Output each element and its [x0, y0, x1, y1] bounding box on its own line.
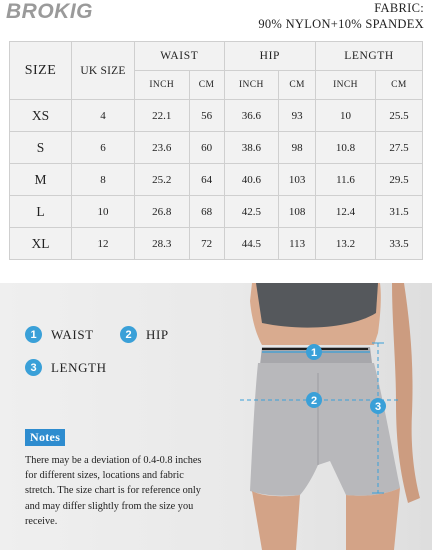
cell-waist-inch: 26.8 — [135, 196, 190, 228]
cell-size: M — [10, 164, 72, 196]
legend-hip — [120, 326, 169, 343]
hip-marker-number: 2 — [310, 395, 318, 407]
cell-waist-inch: 23.6 — [135, 132, 190, 164]
legend-length-label: LENGTH — [51, 359, 107, 375]
cell-hip-inch: 38.6 — [224, 132, 279, 164]
header-hip-inch: INCH — [224, 71, 279, 100]
fabric-info — [258, 0, 424, 32]
cell-length-inch: 10 — [316, 100, 376, 132]
cell-waist-inch: 25.2 — [135, 164, 190, 196]
cell-hip-inch: 36.6 — [224, 100, 279, 132]
cell-hip-inch: 40.6 — [224, 164, 279, 196]
length-marker-number: 3 — [374, 401, 382, 413]
header-length: LENGTH — [316, 42, 423, 71]
header-waist: WAIST — [135, 42, 225, 71]
header-hip-cm: CM — [279, 71, 316, 100]
legend-waist-label: WAIST — [51, 326, 94, 342]
table-row — [10, 228, 423, 260]
cell-length-inch: 11.6 — [316, 164, 376, 196]
legend-hip-label: HIP — [146, 326, 169, 342]
cell-hip-inch: 44.5 — [224, 228, 279, 260]
table-row — [10, 100, 423, 132]
cell-waist-inch: 22.1 — [135, 100, 190, 132]
cell-length-cm: 25.5 — [375, 100, 422, 132]
table-header-row — [10, 42, 423, 71]
cell-hip-cm: 113 — [279, 228, 316, 260]
cell-size: S — [10, 132, 72, 164]
legend-length — [25, 359, 107, 376]
number-2-icon: 2 — [120, 326, 137, 343]
header-waist-inch: INCH — [135, 71, 190, 100]
cell-length-cm: 29.5 — [375, 164, 422, 196]
cell-waist-cm: 68 — [189, 196, 224, 228]
header-uk-size: UK SIZE — [72, 42, 135, 100]
header-length-cm: CM — [375, 71, 422, 100]
table-row — [10, 132, 423, 164]
cell-hip-cm: 98 — [279, 132, 316, 164]
header-size: SIZE — [10, 42, 72, 100]
fabric-composition: 90% NYLON+10% SPANDEX — [258, 17, 424, 31]
cell-uk: 10 — [72, 196, 135, 228]
cell-length-cm: 27.5 — [375, 132, 422, 164]
cell-length-inch: 10.8 — [316, 132, 376, 164]
cell-hip-inch: 42.5 — [224, 196, 279, 228]
cell-hip-cm: 103 — [279, 164, 316, 196]
table-row — [10, 164, 423, 196]
notes-text: There may be a deviation of 0.4-0.8 inches for different sizes, locations and fabric stretch. The size chart is for reference only and may differ slightly from the size you receive. — [25, 455, 202, 527]
right-leg-shape — [346, 488, 400, 550]
notes-title: Notes — [25, 429, 65, 446]
brand-logo: BROKIG — [6, 0, 93, 23]
header-waist-cm: CM — [189, 71, 224, 100]
cell-length-inch: 13.2 — [316, 228, 376, 260]
header-hip: HIP — [224, 42, 316, 71]
size-chart-table — [9, 41, 423, 260]
cell-uk: 12 — [72, 228, 135, 260]
left-leg-shape — [252, 491, 300, 550]
fabric-label: FABRIC: — [374, 1, 424, 15]
cell-size: XS — [10, 100, 72, 132]
cell-waist-cm: 60 — [189, 132, 224, 164]
cell-waist-cm: 72 — [189, 228, 224, 260]
legend-waist — [25, 326, 94, 343]
number-1-icon: 1 — [25, 326, 42, 343]
cell-hip-cm: 93 — [279, 100, 316, 132]
cell-uk: 6 — [72, 132, 135, 164]
cell-length-inch: 12.4 — [316, 196, 376, 228]
cell-waist-cm: 64 — [189, 164, 224, 196]
cell-hip-cm: 108 — [279, 196, 316, 228]
header-length-inch: INCH — [316, 71, 376, 100]
cell-size: XL — [10, 228, 72, 260]
table-row — [10, 196, 423, 228]
cell-size: L — [10, 196, 72, 228]
cell-uk: 4 — [72, 100, 135, 132]
cell-waist-cm: 56 — [189, 100, 224, 132]
cell-waist-inch: 28.3 — [135, 228, 190, 260]
cell-uk: 8 — [72, 164, 135, 196]
number-3-icon: 3 — [25, 359, 42, 376]
cell-length-cm: 33.5 — [375, 228, 422, 260]
waist-marker-number: 1 — [310, 347, 318, 359]
cell-length-cm: 31.5 — [375, 196, 422, 228]
